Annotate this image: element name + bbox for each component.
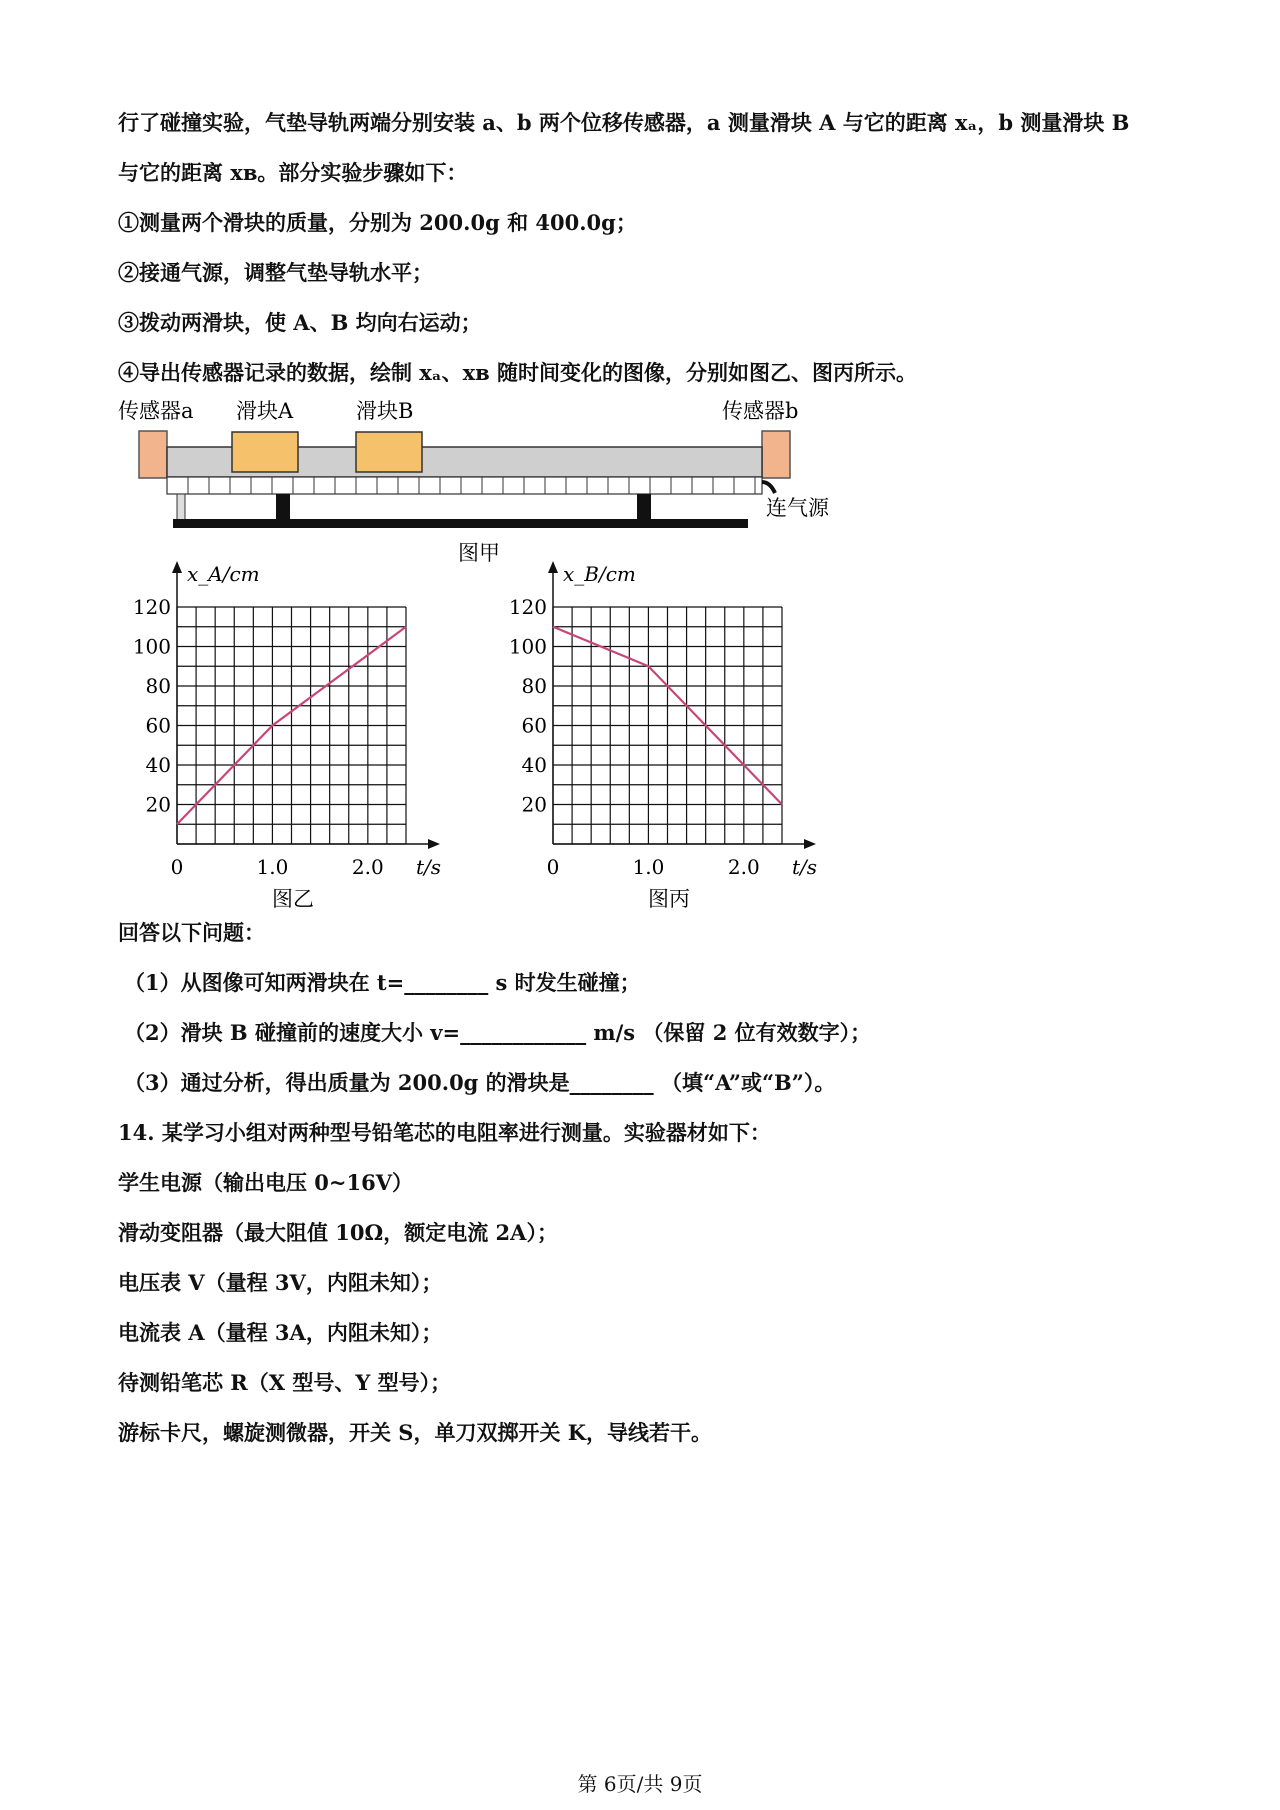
y-axis-label: x_A/cm (187, 562, 260, 586)
y-tick-label: 80 (521, 674, 547, 698)
step-2: ②接通气源，调整气垫导轨水平； (118, 260, 433, 285)
step-4: ④导出传感器记录的数据，绘制 xₐ、xʙ 随时间变化的图像，分别如图乙、图丙所示。 (118, 360, 918, 385)
figure-caption-jia: 图甲 (458, 541, 500, 565)
y-tick-label: 100 (508, 634, 547, 659)
equipment-item: 电流表 A（量程 3A，内阻未知）； (118, 1320, 443, 1345)
x-tick-label: 1.0 (256, 855, 289, 879)
apparatus-figure (0, 0, 1280, 570)
question-2: （2）滑块 B 碰撞前的速度大小 v=____________ m/s （保留 2 位有效数字）； (124, 1020, 872, 1045)
base-bar (173, 519, 748, 528)
chart-caption: 图乙 (272, 887, 314, 910)
x-axis-arrow (804, 839, 816, 849)
y-tick-label: 100 (132, 634, 171, 659)
step-3: ③拨动两滑块，使 A、B 均向右运动； (118, 310, 482, 335)
support-left (276, 494, 290, 520)
left-leg (177, 494, 185, 520)
slider-a (232, 432, 298, 472)
equipment-item: 待测铅笔芯 R（X 型号、Y 型号）； (118, 1370, 452, 1395)
equipment-item: 电压表 V（量程 3V，内阻未知）； (118, 1270, 443, 1295)
y-tick-label: 40 (521, 753, 547, 777)
intro-line-1: 行了碰撞实验，气垫导轨两端分别安装 a、b 两个位移传感器，a 测量滑块 A 与它的距离 xₐ，b 测量滑块 B (118, 110, 1130, 135)
equipment-item: 滑动变阻器（最大阻值 10Ω，额定电流 2A）； (118, 1220, 558, 1245)
sensor-b-label: 传感器b (722, 399, 799, 423)
y-tick-label: 120 (508, 595, 547, 619)
x-tick-label: 2.0 (351, 855, 384, 879)
slider-b-label: 滑块B (356, 399, 414, 423)
page-footer: 第 6页/共 9页 (577, 1772, 703, 1796)
series-line (177, 627, 406, 825)
x-tick-label: 2.0 (727, 855, 760, 879)
chart-caption: 图丙 (648, 887, 690, 910)
support-right (637, 494, 651, 520)
y-tick-label: 40 (145, 753, 171, 777)
x-tick-label: 0 (170, 855, 184, 879)
x-axis-label: t/s (792, 855, 818, 879)
track-scale (167, 477, 762, 494)
sensor-b (762, 431, 790, 478)
x-axis-arrow (428, 839, 440, 849)
x-tick-label: 0 (546, 855, 560, 879)
equipment-item: 学生电源（输出电压 0~16V） (118, 1170, 414, 1195)
slider-a-label: 滑块A (236, 399, 294, 423)
y-tick-label: 80 (145, 674, 171, 698)
slider-b (356, 432, 422, 472)
y-tick-label: 60 (521, 713, 547, 738)
step-1: ①测量两个滑块的质量，分别为 200.0g 和 400.0g； (118, 210, 637, 235)
question-3: （3）通过分析，得出质量为 200.0g 的滑块是________ （填“A”或“B”）。 (124, 1070, 836, 1095)
air-source-label: 连气源 (766, 496, 829, 520)
questions-prompt: 回答以下问题： (118, 920, 265, 945)
x-tick-label: 1.0 (632, 855, 665, 879)
y-tick-label: 20 (145, 792, 171, 817)
y-tick-label: 60 (145, 713, 171, 738)
series-line (553, 627, 782, 805)
y-axis-label: x_B/cm (563, 562, 636, 586)
sensor-a (139, 431, 167, 478)
air-hose (762, 482, 775, 493)
sensor-a-label: 传感器a (118, 399, 194, 423)
x-axis-label: t/s (416, 855, 442, 879)
problem-14-title: 14. 某学习小组对两种型号铅笔芯的电阻率进行测量。实验器材如下： (118, 1120, 771, 1145)
question-1: （1）从图像可知两滑块在 t=________ s 时发生碰撞； (124, 970, 641, 995)
y-tick-label: 20 (521, 792, 547, 817)
intro-line-2: 与它的距离 xʙ。部分实验步骤如下： (118, 160, 468, 185)
y-tick-label: 120 (132, 595, 171, 619)
equipment-item: 游标卡尺，螺旋测微器，开关 S，单刀双掷开关 K，导线若干。 (118, 1420, 713, 1445)
